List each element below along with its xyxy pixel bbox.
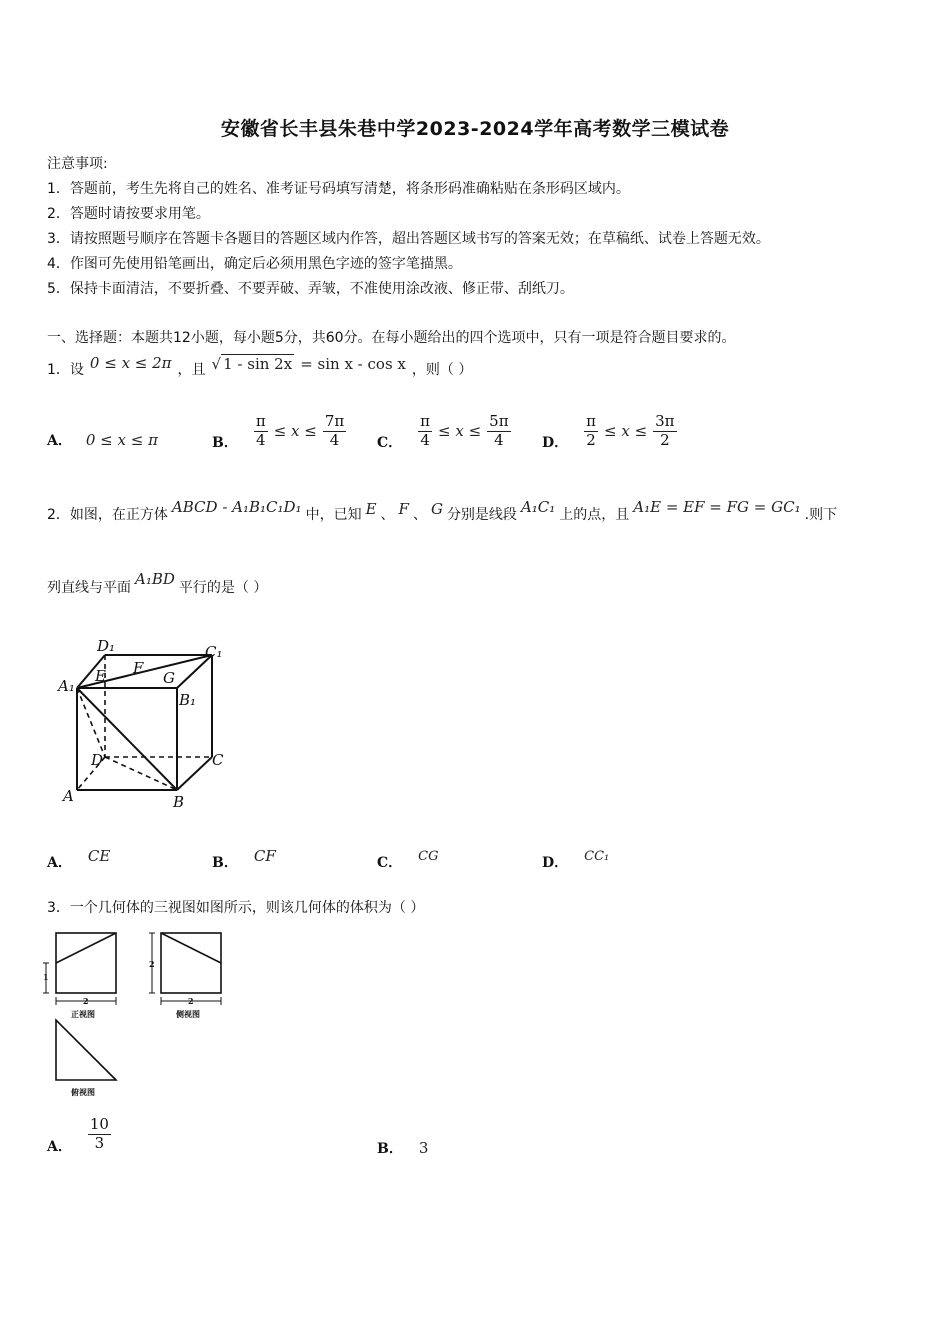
option-expr: CE (87, 847, 111, 865)
fraction: $\frac{10}{3}$ (89, 1115, 109, 1152)
q2-text: .则下 (804, 507, 838, 523)
option-expr: 0 ≤ x ≤ π (85, 431, 158, 449)
option-label: D． (542, 435, 569, 451)
q2-segment: A₁C₁ (520, 498, 556, 516)
q2-point-e: E (365, 500, 377, 518)
notice-item: 3．请按照题号顺序在答题卡各题目的答题区域内作答，超出答题区域书写的答案无效；在草稿纸、试卷上答题无效。 (47, 231, 770, 247)
q2-cube: ABCD - A₁B₁C₁D₁ (171, 498, 302, 516)
edge-cb (177, 757, 212, 790)
side-dim-2b: 2 (188, 996, 194, 1006)
q2-point-f: F (398, 500, 409, 518)
q2-text: 平行的是（ ） (178, 580, 268, 596)
q2-plane: A₁BD (135, 570, 175, 588)
fraction: $\frac{\pi}{4}$ (420, 412, 431, 449)
q2-text: 上的点，且 (559, 507, 630, 523)
q2-text: 分别是线段 (446, 507, 517, 523)
option-expr: ≤ x ≤ (273, 422, 317, 440)
q2-option-b[interactable] (212, 840, 276, 872)
q3-option-a[interactable] (47, 1112, 111, 1156)
q2-option-d[interactable] (542, 840, 609, 872)
label-d: D (91, 751, 104, 769)
front-dim-2: 2 (83, 996, 89, 1006)
option-label: A． (47, 855, 72, 871)
option-label: B． (212, 435, 238, 451)
label-c1: C₁ (205, 643, 223, 661)
option-label: C． (377, 435, 403, 451)
question-3: 3．一个几何体的三视图如图所示，则该几何体的体积为（ ） (47, 900, 425, 916)
q2-prefix: 2．如图，在正方体 (47, 507, 168, 523)
top-view-triangle (56, 1020, 116, 1080)
q2-text: 中，已知 (305, 507, 362, 523)
front-view-square (56, 933, 116, 993)
option-expr: CF (253, 847, 276, 865)
q3-option-b[interactable] (377, 1138, 428, 1158)
label-c: C (212, 751, 224, 769)
label-g: G (163, 669, 175, 687)
label-b: B (173, 793, 185, 811)
three-views-figure (40, 925, 240, 1100)
option-expr: 3 (418, 1139, 429, 1157)
side-view-square (161, 933, 221, 993)
question-2 (47, 497, 837, 531)
label-a: A (63, 787, 74, 805)
fraction: $\frac{\pi}{2}$ (586, 412, 596, 449)
q1-rhs: = sin x - cos x (300, 355, 406, 373)
front-view-caption: 正视图 (71, 1009, 95, 1019)
question-2-line2 (47, 570, 267, 604)
fraction: $\frac{5\pi}{4}$ (489, 412, 509, 449)
option-expr: CG (418, 848, 439, 864)
section-heading: 一、选择题：本题共12小题，每小题5分，共60分。在每小题给出的四个选项中，只有一项是符合题目要求的。 (47, 330, 736, 346)
cube-figure (55, 635, 245, 815)
option-expr: ≤ x ≤ (438, 422, 482, 440)
notice-item: 1．答题前，考生先将自己的姓名、准考证号码填写清楚，将条形码准确粘贴在条形码区域内。 (47, 181, 630, 197)
notice-item: 4．作图可先使用铅笔画出，确定后必须用黑色字迹的签字笔描黑。 (47, 256, 462, 272)
fraction: $\frac{7\pi}{4}$ (324, 412, 345, 449)
q1-radicand: 1 - sin 2x (223, 355, 293, 373)
front-view-line (56, 933, 116, 963)
q1-suffix: ，则（ ） (411, 362, 473, 378)
q2-text: 列直线与平面 (47, 580, 131, 596)
notice-item: 2．答题时请按要求用笔。 (47, 206, 210, 222)
q1-option-a[interactable] (47, 430, 158, 450)
option-label: C． (377, 855, 403, 871)
side-dim-2: 2 (149, 959, 155, 969)
option-label: B． (377, 1141, 403, 1157)
label-b1: B₁ (179, 691, 197, 709)
side-view-line (161, 933, 221, 963)
notice-item: 5．保持卡面清洁，不要折叠、不要弄破、弄皱，不准使用涂改液、修正带、刮纸刀。 (47, 281, 574, 297)
option-label: A． (47, 1139, 72, 1155)
diag-a1d (77, 688, 105, 757)
label-e: E (95, 667, 106, 685)
diag-a1b (77, 688, 177, 790)
option-label: D． (542, 855, 569, 871)
front-dim-1: 1 (43, 972, 49, 982)
top-view-caption: 俯视图 (71, 1087, 95, 1097)
q1-mid: ，且 (177, 362, 206, 378)
q2-equation: A₁E = EF = FG = GC₁ (633, 498, 801, 516)
q1-prefix: 1．设 (47, 362, 84, 378)
side-view-caption: 侧视图 (176, 1009, 200, 1019)
q2-text: 、 (412, 507, 427, 523)
question-1 (47, 354, 472, 384)
label-a1: A₁ (58, 677, 75, 695)
page-title: 安徽省长丰县朱巷中学2023-2024学年高考数学三模试卷 (220, 118, 730, 140)
q2-option-a[interactable] (47, 840, 110, 872)
diag-db (105, 757, 177, 790)
option-expr: ≤ x ≤ (604, 422, 648, 440)
q2-point-g: G (430, 500, 443, 518)
option-label: B． (212, 855, 238, 871)
option-label: A． (47, 433, 72, 449)
fraction: $\frac{\pi}{4}$ (255, 412, 266, 449)
notice-heading: 注意事项: (47, 156, 108, 172)
q1-condition: 0 ≤ x ≤ 2π (89, 354, 172, 372)
q1-option-d[interactable] (542, 410, 677, 452)
label-d1: D₁ (97, 637, 116, 655)
label-f: F (133, 659, 144, 677)
q1-option-b[interactable] (212, 410, 346, 452)
q2-option-c[interactable] (377, 840, 439, 872)
q1-option-c[interactable] (377, 410, 511, 452)
fraction: $\frac{3\pi}{2}$ (655, 412, 675, 449)
q2-text: 、 (380, 507, 395, 523)
option-expr: CC₁ (584, 848, 610, 864)
q1-sqrt: √ 1 - sin 2x (211, 355, 293, 373)
